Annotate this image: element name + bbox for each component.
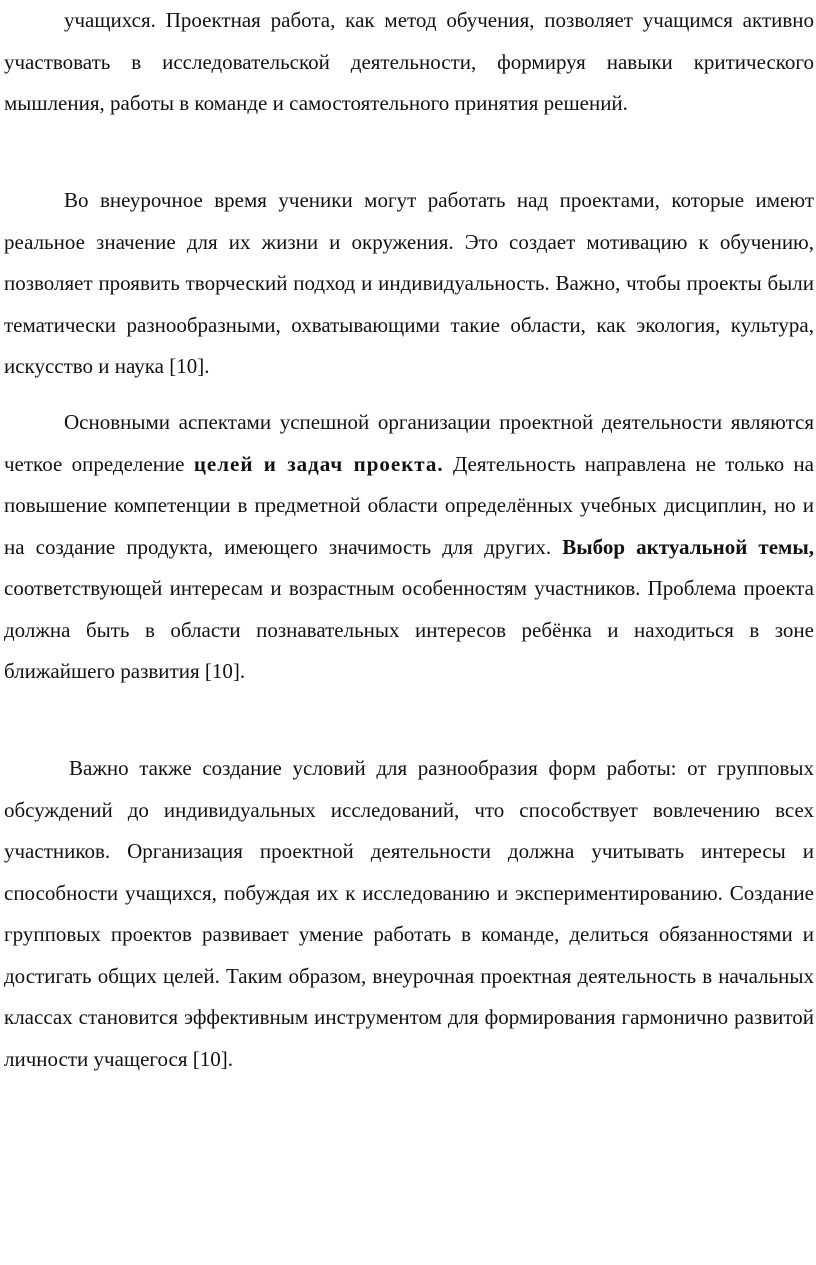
paragraph-2-text: Во внеурочное время ученики могут работать над проектами, которые имеют реальное значение для их жизни и окружения. Это создает мотивацию к обучению, позволяет проявить творческий подход и индивидуальность. Важно, чтобы проекты были тематически разнообразными, охватывающими такие области, как экология, культура, искусство и наука [10]. xyxy=(4,188,814,378)
paragraph-4 xyxy=(4,748,814,1080)
paragraph-3-part-1: Основными аспектами успешной организации проектной деятельности являются четкое определение xyxy=(4,410,814,476)
bold-phrase-goals: целей и задач проекта. xyxy=(193,451,444,476)
paragraph-3-text xyxy=(4,402,814,693)
bold-phrase-topic: Выбор актуальной темы, xyxy=(562,534,815,559)
paragraph-4-text: Важно также создание условий для разнообразия форм работы: от групповых обсуждений до индивидуальных исследований, что способствует вовлечению всех участников. Организация проектной деятельности должна учитывать интересы и способности учащихся, побуждая их к исследованию и экспериментированию. Создание групповых проектов развивает умение работать в команде, делиться обязанностями и достигать общих целей. Таким образом, внеурочная проектная деятельность в начальных классах становится эффективным инструментом для формирования гармонично развитой личности учащегося [10]. xyxy=(4,756,814,1071)
paragraph-1-text: учащихся. Проектная работа, как метод обучения, позволяет учащимся активно участвовать в исследовательской деятельности, формируя навыки критического мышления, работы в команде и самостоятельного принятия решений. xyxy=(4,8,814,115)
paragraph-3-part-2: Деятельность направлена не только на повышение компетенции в предметной области определённых учебных дисциплин, но и на создание продукта, имеющего значимость для других. xyxy=(4,451,814,559)
paragraph-2 xyxy=(4,180,814,388)
paragraph-3-part-3: соответствующей интересам и возрастным особенностям участников. Проблема проекта должна быть в области познавательных интересов ребёнка и находиться в зоне ближайшего развития [10]. xyxy=(4,576,814,683)
paragraph-3 xyxy=(4,402,814,693)
paragraph-1 xyxy=(4,0,814,125)
